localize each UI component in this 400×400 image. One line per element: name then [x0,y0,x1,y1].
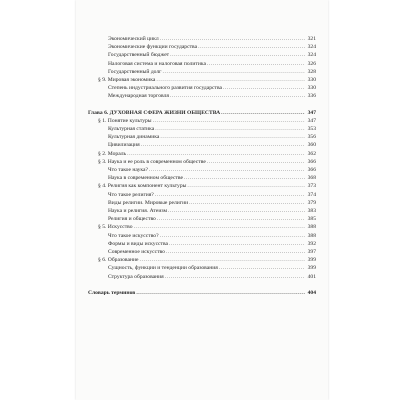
toc-entry [98,150,316,158]
toc-entry [98,182,316,190]
toc-entry [108,141,316,149]
toc-entry [108,51,316,59]
toc-dot-leader [198,44,305,51]
toc-entry-title: Государственный долг [108,68,162,75]
toc-entry-page: 321 [307,36,316,42]
toc-entry [108,248,316,256]
toc-entry [98,117,316,125]
toc-dot-leader [149,167,305,174]
toc-dot-leader [157,216,305,223]
toc-entry [108,92,316,100]
toc-entry [108,199,316,207]
toc-entry-title: Словарь терминов [88,289,136,296]
toc-dot-leader [223,85,305,92]
toc-entry-title: Современное искусство [108,249,165,255]
toc-entry-title: § 5. Искусство [98,224,133,231]
toc-entry-title: § 4. Религия как компонент культуры [98,183,187,190]
toc-dot-leader [162,69,305,76]
toc-entry-title: Международная торговля [108,93,169,100]
toc-dot-leader [156,77,305,84]
toc-entry [108,125,316,133]
toc-entry-page: 366 [307,167,316,173]
toc-entry [108,35,316,43]
toc-entry-page: 401 [307,273,316,280]
toc-entry-title: § 6. Образование [98,257,139,264]
toc-entry [88,289,316,297]
toc-entry-page: 373 [307,183,316,190]
toc-dot-leader [169,241,305,248]
toc-entry-title: Что такое религия? [108,191,154,198]
toc-entry [98,256,316,264]
toc-entry-page: 366 [307,158,316,165]
toc-entry-title: Глава 6. ДУХОВНАЯ СФЕРА ЖИЗНИ ОБЩЕСТВА [88,109,221,116]
toc-dot-leader [168,208,305,215]
toc-dot-leader [141,142,305,149]
toc-entry-page: 360 [307,142,316,149]
toc-dot-leader [219,265,305,272]
book-page [76,0,328,400]
toc-dot-leader [160,134,305,141]
toc-dot-leader [139,257,305,264]
toc-entry-title: Что такое искусство? [108,232,159,239]
toc-entry-title: Формы и виды искусства [108,240,169,247]
toc-dot-leader [165,274,305,281]
toc-dot-leader [207,159,305,166]
toc-entry-title: Налоговая система и налоговая политика [108,60,206,67]
toc-dot-leader [134,224,305,231]
toc-entry-title: § 1. Понятие культуры [98,117,152,124]
toc-entry [108,84,316,92]
toc-dot-leader [153,118,305,125]
toc-entry [108,166,316,174]
toc-dot-leader [155,192,305,199]
toc-entry-page: 330 [307,85,316,92]
toc-dot-leader [207,61,305,68]
toc-entry-page: 392 [307,240,316,247]
toc-entry-page: 326 [307,60,316,67]
toc-dot-leader [189,200,305,207]
toc-entry-title: Виды религии. Мировые религии [108,199,189,206]
toc-entry-title: Религия и общество [108,216,156,223]
toc-entry-page: 347 [307,117,316,124]
toc-entry-page: 399 [307,257,316,264]
toc-entry-page: 336 [307,93,316,100]
toc-entry-page: 368 [307,175,316,182]
toc-dot-leader [136,290,305,297]
toc-entry-title: § 9. Мировая экономика [98,77,156,83]
toc-dot-leader [187,183,305,190]
toc-entry-title: Экономический цикл [108,36,159,42]
toc-entry [98,223,316,231]
toc-entry-title: Степень индустриального развития государства [108,85,223,92]
toc-entry-page: 388 [307,232,316,239]
toc-dot-leader [155,126,305,133]
toc-entry-page: 347 [307,109,316,116]
toc-entry [108,240,316,248]
toc-entry-title: Наука в современном обществе [108,175,184,182]
toc-entry-title: Что такое наука? [108,167,148,173]
toc-entry [108,174,316,182]
toc-entry-page: 330 [307,77,316,83]
toc-entry-title: Структура образования [108,273,164,280]
toc-entry [108,264,316,272]
toc-dot-leader [170,52,305,59]
toc-entry-page: 404 [307,289,316,296]
toc-entry [108,207,316,215]
toc-entry-page: 353 [307,126,316,132]
toc-entry-title: Экономические функции государства [108,44,198,51]
toc-entry [108,273,316,281]
toc-entry-page: 388 [307,224,316,231]
toc-entry-title: Культурная статика [108,126,155,132]
toc-entry-page: 324 [307,52,316,59]
toc-entry-page: 385 [307,216,316,223]
toc-entry-page: 397 [307,249,316,255]
toc-dot-leader [221,110,305,117]
toc-dot-leader [160,233,305,240]
toc-entry-title: Сущность, функции и тенденции образования [108,265,218,272]
toc-entry-page: 356 [307,134,316,141]
toc-dot-leader [127,151,305,158]
toc-entry [108,232,316,240]
toc-entry-page: 379 [307,199,316,206]
toc-dot-leader [160,36,305,43]
toc-entry [108,191,316,199]
toc-entry [88,109,316,117]
toc-entry [98,158,316,166]
toc-entry-page: 399 [307,265,316,272]
toc-entry [108,215,316,223]
toc-entry-title: § 2. Мораль [98,150,127,157]
toc-dot-leader [184,175,305,182]
toc-entry-title: Государственный бюджет [108,52,170,59]
toc-entry-title: Цивилизация [108,142,140,149]
toc-dot-leader [170,93,305,100]
toc-entry [108,68,316,76]
toc-entry [108,60,316,68]
toc-entry-page: 328 [307,68,316,75]
toc-entry-title: Культурная динамика [108,134,160,141]
toc-dot-leader [166,249,305,256]
toc-entry-title: § 3. Наука и ее роль в современном обществе [98,158,206,165]
toc-entry [98,76,316,84]
toc-entry [108,133,316,141]
toc-entry-page: 324 [307,44,316,51]
toc-entry [108,43,316,51]
toc-entry-page: 383 [307,208,316,214]
toc-entry-page: 362 [307,150,316,157]
toc-entry-page: 374 [307,191,316,198]
toc-entry-title: Наука и религия. Атеизм [108,208,168,214]
